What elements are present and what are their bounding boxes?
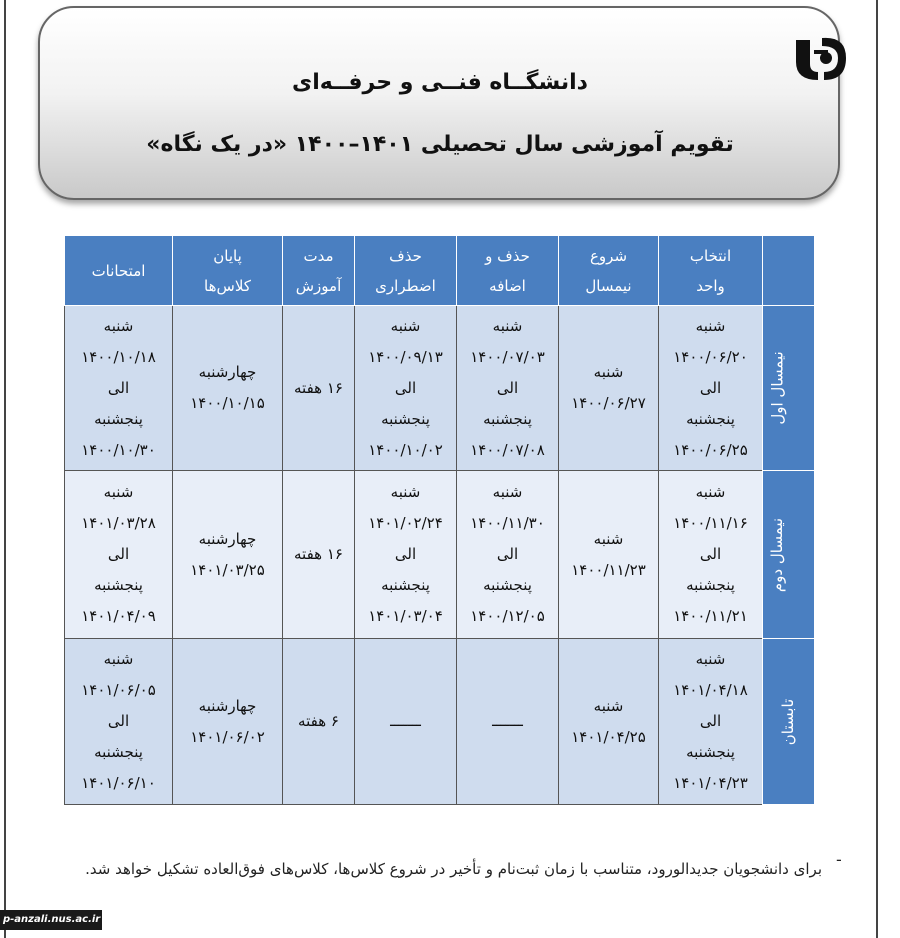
table-cell: چهارشنبه ۱۴۰۱/۰۶/۰۲ bbox=[173, 639, 283, 805]
table-cell: شنبه ۱۴۰۰/۰۹/۱۳ الی پنجشنبه ۱۴۰۰/۱۰/۰۲ bbox=[355, 306, 457, 471]
table-row bbox=[65, 639, 815, 805]
table-cell: ـــــــ bbox=[355, 639, 457, 805]
table-cell: ۱۶ هفته bbox=[283, 306, 355, 471]
table-cell: شنبه ۱۴۰۱/۰۴/۲۵ bbox=[559, 639, 659, 805]
table-cell: شنبه ۱۴۰۰/۱۱/۳۰ الی پنجشنبه ۱۴۰۰/۱۲/۰۵ bbox=[457, 471, 559, 639]
table-cell: شنبه ۱۴۰۱/۰۴/۱۸ الی پنجشنبه ۱۴۰۱/۰۴/۲۳ bbox=[659, 639, 763, 805]
calendar-title: تقویم آموزشی سال تحصیلی ۱۴۰۱–۱۴۰۰ «در یک نگاه» bbox=[146, 132, 734, 157]
table-cell: شنبه ۱۴۰۰/۱۱/۲۳ bbox=[559, 471, 659, 639]
page-border-right bbox=[876, 0, 878, 938]
column-header: حذف و اضافه bbox=[457, 236, 559, 306]
table-row bbox=[65, 306, 815, 471]
table-cell: شنبه ۱۴۰۰/۰۷/۰۳ الی پنجشنبه ۱۴۰۰/۰۷/۰۸ bbox=[457, 306, 559, 471]
row-label: تابستان bbox=[763, 639, 815, 805]
column-header: امتحانات bbox=[65, 236, 173, 306]
table-cell: چهارشنبه ۱۴۰۱/۰۳/۲۵ bbox=[173, 471, 283, 639]
table-cell: شنبه ۱۴۰۰/۰۶/۲۰ الی پنجشنبه ۱۴۰۰/۰۶/۲۵ bbox=[659, 306, 763, 471]
note-text: برای دانشجویان جدیدالورود، متناسب با زمان ثبت‌نام و تأخیر در شروع کلاس‌ها، کلاس‌های فوق‌العاده تشکیل خواهد شد. bbox=[85, 860, 822, 878]
column-header: مدت آموزش bbox=[283, 236, 355, 306]
column-header: پایان کلاس‌ها bbox=[173, 236, 283, 306]
table-cell: شنبه ۱۴۰۰/۱۱/۱۶ الی پنجشنبه ۱۴۰۰/۱۱/۲۱ bbox=[659, 471, 763, 639]
table-header-row bbox=[65, 236, 815, 306]
row-label: نیمسال دوم bbox=[763, 471, 815, 639]
table-cell: شنبه ۱۴۰۰/۰۶/۲۷ bbox=[559, 306, 659, 471]
table-corner-cell bbox=[763, 236, 815, 306]
title-banner bbox=[38, 6, 840, 200]
table-cell: چهارشنبه ۱۴۰۰/۱۰/۱۵ bbox=[173, 306, 283, 471]
university-name: دانشگــاه فنــی و حرفــه‌ای bbox=[292, 70, 588, 95]
row-label: نیمسال اول bbox=[763, 306, 815, 471]
table-row bbox=[65, 471, 815, 639]
table-cell: شنبه ۱۴۰۱/۰۳/۲۸ الی پنجشنبه ۱۴۰۱/۰۴/۰۹ bbox=[65, 471, 173, 639]
table-cell: شنبه ۱۴۰۱/۰۲/۲۴ الی پنجشنبه ۱۴۰۱/۰۳/۰۴ bbox=[355, 471, 457, 639]
table-cell: ـــــــ bbox=[457, 639, 559, 805]
column-header: شروع نیمسال bbox=[559, 236, 659, 306]
table-cell: شنبه ۱۴۰۱/۰۶/۰۵ الی پنجشنبه ۱۴۰۱/۰۶/۱۰ bbox=[65, 639, 173, 805]
website-link[interactable]: p-anzali.nus.ac.ir bbox=[0, 910, 102, 930]
column-header: انتخاب واحد bbox=[659, 236, 763, 306]
table-cell: ۱۶ هفته bbox=[283, 471, 355, 639]
table-cell: شنبه ۱۴۰۰/۱۰/۱۸ الی پنجشنبه ۱۴۰۰/۱۰/۳۰ bbox=[65, 306, 173, 471]
page-border-left bbox=[4, 0, 6, 938]
table-cell: ۶ هفته bbox=[283, 639, 355, 805]
note-bullet: - bbox=[836, 850, 842, 869]
column-header: حذف اضطراری bbox=[355, 236, 457, 306]
academic-calendar-table bbox=[64, 235, 815, 805]
